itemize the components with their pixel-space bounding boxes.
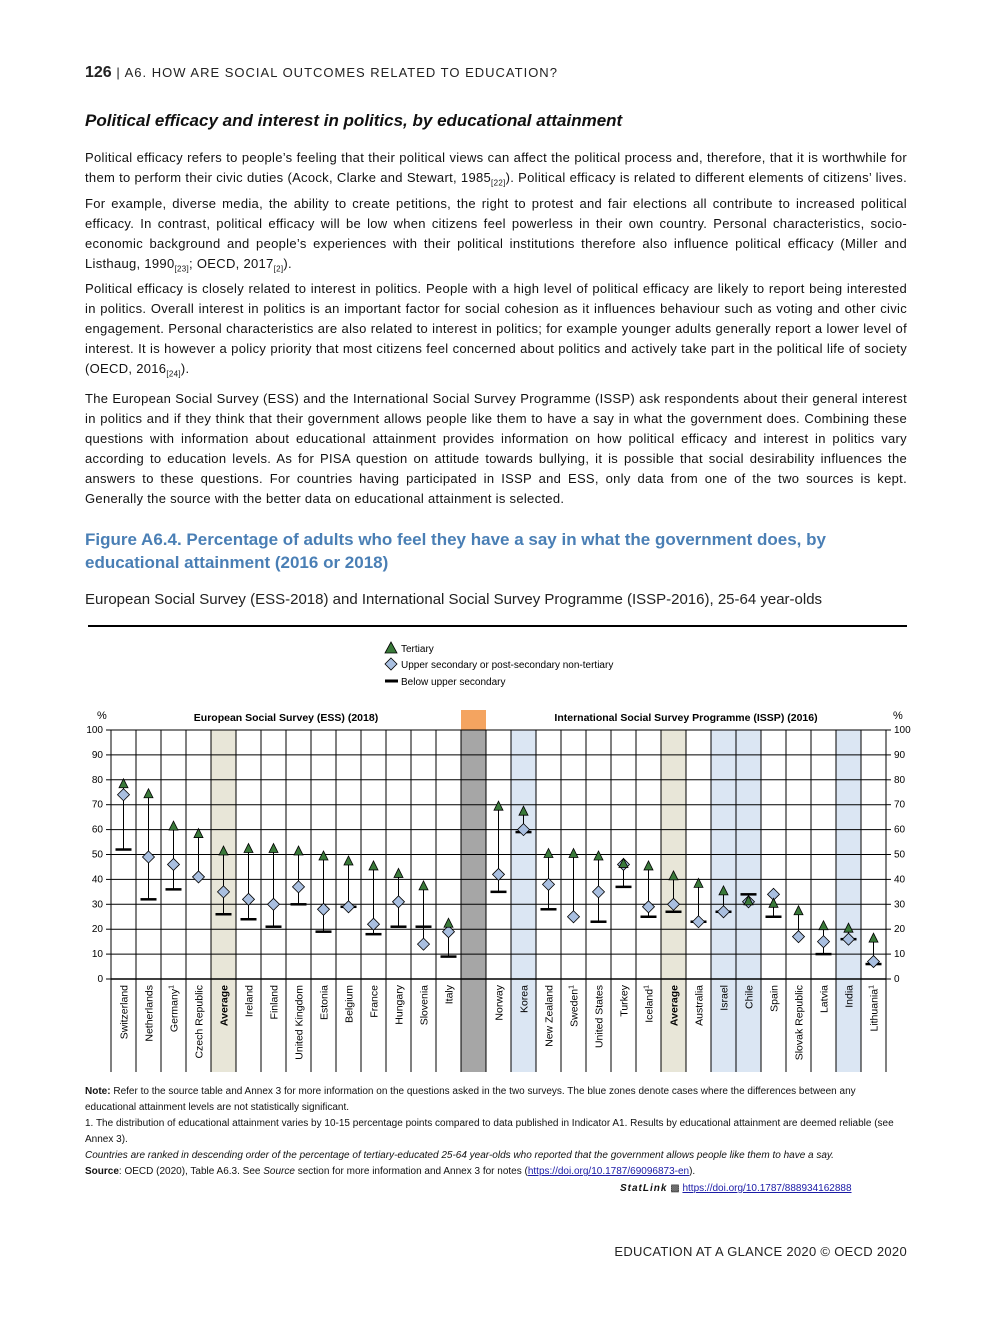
- y-tick-label: 0: [97, 974, 103, 985]
- group-label: International Social Survey Programme (ISSP) (2016): [554, 712, 818, 724]
- legend-triangle-icon: [385, 642, 397, 653]
- x-tick-label: United States: [593, 985, 606, 1049]
- source-text-2: section for more information and Annex 3 for notes (: [294, 1166, 528, 1177]
- citation-ref: [24]: [166, 369, 181, 379]
- y-tick-label: 60: [91, 824, 103, 836]
- tertiary-triangle: [294, 846, 303, 855]
- y-tick-label: 100: [86, 725, 103, 736]
- upper-secondary-diamond: [168, 858, 180, 870]
- upper-secondary-diamond: [368, 918, 380, 930]
- citation-ref: [23]: [174, 264, 190, 274]
- y-tick-label: 80: [91, 774, 103, 786]
- y-tick-label: 90: [91, 749, 103, 761]
- y-tick-label: 70: [894, 799, 906, 811]
- y-tick-label: 30: [91, 899, 103, 911]
- x-tick-label: Iceland$^1$: [643, 985, 656, 1023]
- tertiary-triangle: [444, 918, 453, 927]
- tertiary-triangle: [394, 868, 403, 877]
- tertiary-triangle: [819, 921, 828, 930]
- page-footer: EDUCATION AT A GLANCE 2020 © OECD 2020: [614, 1244, 907, 1259]
- separator-band: [461, 979, 486, 1072]
- tertiary-triangle: [644, 861, 653, 870]
- footnote-marker: 1: [168, 985, 176, 989]
- ranking-note: [85, 1148, 907, 1164]
- tertiary-triangle: [769, 898, 778, 907]
- y-tick-label: 10: [894, 949, 906, 961]
- x-tick-label: Lithuania$^1$: [868, 985, 881, 1032]
- tertiary-triangle: [419, 881, 428, 890]
- paragraph-text: Political efficacy refers to people’s feeling that their political views can affect the political process and, therefore, that it is worthwhile for them to perform their civic duties (Acock, Clarke and Stewart, 1985: [85, 150, 907, 185]
- legend-label: Below upper secondary: [401, 677, 506, 688]
- x-tick-label: Spain: [768, 985, 781, 1012]
- tertiary-triangle: [569, 849, 578, 858]
- note-label: Note:: [85, 1086, 111, 1097]
- y-tick-label: 90: [894, 749, 906, 761]
- source-link[interactable]: https://doi.org/10.1787/69096873-en: [527, 1166, 690, 1177]
- x-tick-label: Netherlands: [143, 985, 156, 1042]
- footnote-marker: 1: [643, 985, 651, 989]
- x-tick-label: Australia: [693, 985, 706, 1026]
- source-line: [85, 1164, 907, 1180]
- y-axis-label: %: [97, 710, 107, 722]
- upper-secondary-diamond: [393, 896, 405, 908]
- x-tick-label: Italy: [443, 985, 456, 1005]
- footnote-marker: 1: [868, 985, 876, 989]
- tertiary-triangle: [594, 851, 603, 860]
- x-tick-label: Korea: [518, 985, 531, 1014]
- x-tick-label: Average: [668, 985, 681, 1027]
- x-tick-label: Turkey: [618, 985, 631, 1017]
- upper-secondary-diamond: [318, 903, 330, 915]
- upper-secondary-diamond: [593, 886, 605, 898]
- nonsignificant-band: [836, 730, 861, 1072]
- body-paragraph: [85, 279, 907, 385]
- statlink-link[interactable]: https://doi.org/10.1787/888934162888: [682, 1183, 852, 1194]
- figure-title: Figure A6.4. Percentage of adults who feel they have a say in what the government does, by educational attainment (2016 or 2018): [85, 530, 826, 572]
- paragraph-text: ).: [283, 255, 292, 271]
- tertiary-triangle: [319, 851, 328, 860]
- upper-secondary-diamond: [693, 916, 705, 928]
- y-tick-label: 40: [91, 874, 103, 886]
- x-tick-label: France: [368, 985, 381, 1018]
- paragraph-text: ). Political efficacy is related to different elements of citizens’ lives. For example, diverse media, the ability to create petitions, the right to protest and fair elections all contribute to increased political efficacy. In contrast, political efficacy will be low when citizens feel powerless in their own country. Personal characteristics, socio-economic background and people’s experiences with their political institutions therefore also influence political efficacy (Miller and Listhaug, 1990: [85, 170, 907, 271]
- page-number: 126: [85, 64, 112, 81]
- citation-ref: [2]: [273, 264, 284, 274]
- y-tick-label: 80: [894, 774, 906, 786]
- nonsignificant-band: [511, 730, 536, 1072]
- ranking-text: Countries are ranked in descending order of the percentage of tertiary-educated 25-64 year-olds who reported that the government allows people like them to have a say.: [85, 1150, 834, 1161]
- upper-secondary-diamond: [243, 893, 255, 905]
- header-separator: |: [116, 65, 121, 80]
- tertiary-triangle: [144, 789, 153, 798]
- y-tick-label: 70: [91, 799, 103, 811]
- tertiary-triangle: [269, 844, 278, 853]
- x-tick-label: Switzerland: [118, 985, 131, 1040]
- upper-secondary-diamond: [268, 898, 280, 910]
- body-paragraph: [85, 148, 907, 279]
- x-tick-label: New Zealand: [543, 985, 556, 1047]
- running-header: [85, 64, 558, 82]
- figure-subtitle: European Social Survey (ESS-2018) and International Social Survey Programme (ISSP-2016), 25-64 year-olds: [85, 591, 823, 608]
- upper-secondary-diamond: [568, 911, 580, 923]
- x-tick-label: Norway: [493, 985, 506, 1021]
- source-text: : OECD (2020), Table A6.3. See: [118, 1166, 264, 1177]
- x-tick-label: Estonia: [318, 985, 331, 1021]
- figure-notes: [85, 1084, 907, 1180]
- figure-rule: [88, 625, 907, 627]
- x-tick-label: Hungary: [393, 985, 406, 1025]
- paragraph-text: ; OECD, 2017: [189, 255, 274, 271]
- y-tick-label: 100: [894, 725, 911, 736]
- legend-label: Upper secondary or post-secondary non-tertiary: [401, 660, 614, 671]
- y-tick-label: 50: [91, 849, 103, 861]
- y-tick-label: 50: [894, 849, 906, 861]
- x-tick-label: India: [843, 985, 856, 1008]
- x-tick-label: Israel: [718, 985, 731, 1011]
- x-tick-label: Czech Republic: [193, 985, 206, 1059]
- x-tick-label: Latvia: [818, 985, 831, 1014]
- y-tick-label: 60: [894, 824, 906, 836]
- dot-chart: [0, 630, 992, 1080]
- x-tick-label: Chile: [743, 985, 756, 1009]
- note-text: Refer to the source table and Annex 3 for more information on the questions asked in the two surveys. The blue zones denote cases where the differences between any educational attainment levels are not statistically significant.: [85, 1086, 856, 1113]
- upper-secondary-diamond: [293, 881, 305, 893]
- upper-secondary-diamond: [643, 901, 655, 913]
- paragraph-text: ).: [180, 361, 190, 376]
- x-tick-label: Germany$^1$: [168, 985, 181, 1033]
- section-title: Political efficacy and interest in politics, by educational attainment: [85, 111, 623, 130]
- upper-secondary-diamond: [818, 936, 830, 948]
- y-tick-label: 20: [894, 924, 906, 936]
- x-tick-label: Average: [218, 985, 231, 1027]
- tertiary-triangle: [544, 849, 553, 858]
- paragraph-text: Political efficacy is closely related to interest in politics. People with a high level of political efficacy are likely to report being interested in politics. Overall interest in politics is an important factor for social cohesion as it influences behaviour such as voting and other civic engagement. Personal characteristics are also related to interest in politics; for example younger adults generally report a lower level of interest. It is however a policy priority that most citizens feel concerned about politics and actively take part in the political life of society (OECD, 2016: [85, 281, 907, 376]
- body-paragraph: [85, 389, 907, 509]
- y-tick-label: 40: [894, 874, 906, 886]
- upper-secondary-diamond: [493, 868, 505, 880]
- note-line: [85, 1084, 907, 1116]
- x-tick-label: Slovenia: [418, 985, 431, 1026]
- statlink: [620, 1183, 852, 1194]
- separator-marker: [461, 710, 486, 730]
- upper-secondary-diamond: [418, 938, 430, 950]
- source-label: Source: [85, 1166, 119, 1177]
- source-italic: Source: [263, 1166, 295, 1177]
- upper-secondary-diamond: [143, 851, 155, 863]
- footnote-1: 1. The distribution of educational attainment varies by 10-15 percentage points compared to data published in Indicator A1. Results by educational attainment are deemed reliable (see Annex 3).: [85, 1118, 894, 1145]
- x-tick-label: Ireland: [243, 985, 256, 1018]
- citation-ref: [22]: [491, 178, 506, 188]
- upper-secondary-diamond: [543, 878, 555, 890]
- tertiary-triangle: [869, 933, 878, 942]
- upper-secondary-diamond: [343, 901, 355, 913]
- y-tick-label: 10: [91, 949, 103, 961]
- x-tick-label: Sweden$^1$: [568, 985, 581, 1027]
- legend-label: Tertiary: [401, 644, 434, 655]
- tertiary-triangle: [169, 821, 178, 830]
- upper-secondary-diamond: [118, 789, 130, 801]
- x-tick-label: Finland: [268, 985, 281, 1020]
- tertiary-triangle: [369, 861, 378, 870]
- statlink-icon: ▩: [670, 1183, 680, 1194]
- tertiary-triangle: [344, 856, 353, 865]
- group-label: European Social Survey (ESS) (2018): [193, 712, 379, 724]
- upper-secondary-diamond: [193, 871, 205, 883]
- y-tick-label: 20: [91, 924, 103, 936]
- source-text-3: ).: [689, 1166, 696, 1177]
- statlink-label: StatLink: [620, 1183, 668, 1194]
- x-tick-label: Belgium: [343, 985, 356, 1023]
- running-title: A6. HOW ARE SOCIAL OUTCOMES RELATED TO EDUCATION?: [124, 65, 558, 80]
- tertiary-triangle: [244, 844, 253, 853]
- paragraph-text: The European Social Survey (ESS) and the International Social Survey Programme (ISSP) ask respondents about their general interest in politics and if they think that their government allows people like them to have a say in what the government does. Combining these questions with information about educational attainment provides information on how political efficacy and interest in politics vary according to education levels. As for PISA question on attitude towards bullying, it is possible that social desirability influences the answers to these questions. For countries having participated in ISSP and ESS, only data from one of the two sources is kept. Generally the source with the better data on educational attainment is selected.: [85, 391, 907, 506]
- upper-secondary-diamond: [868, 956, 880, 968]
- y-tick-label: 30: [894, 899, 906, 911]
- legend-diamond-icon: [385, 658, 397, 670]
- tertiary-triangle: [794, 906, 803, 915]
- y-axis-label: %: [893, 710, 903, 722]
- footnote-marker: 1: [568, 985, 576, 989]
- y-tick-label: 0: [894, 974, 900, 985]
- x-tick-label: United Kingdom: [293, 985, 306, 1060]
- tertiary-triangle: [494, 801, 503, 810]
- x-tick-label: Slovak Republic: [793, 985, 806, 1061]
- upper-secondary-diamond: [793, 931, 805, 943]
